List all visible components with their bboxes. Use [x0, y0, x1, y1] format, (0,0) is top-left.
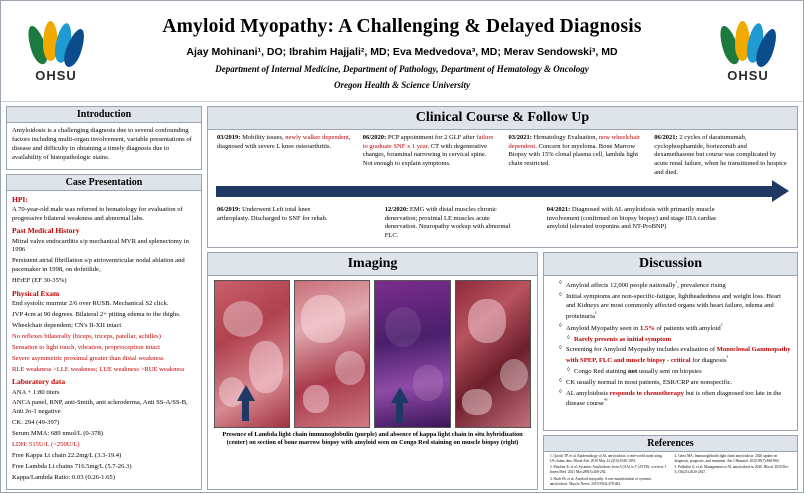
timeline-event-1-date: 06/2020:	[362, 134, 387, 141]
discussion-item-4: ◊ Screening for Amyloid Myopathy includes evaluation of Monoclonal Gammopathy with SPEP, FLC and muscle biopsy - critical for diagnosis$^{^3}$	[559, 345, 791, 365]
ohsu-logo-icon-2	[722, 21, 774, 65]
timeline-event-6-date: 04/2021:	[546, 206, 571, 214]
timeline-arrow-bar	[216, 186, 773, 197]
reference-item-0: 1. Quock TP, et al. Epidemiology of AL amyloidosis: a real-world study using US claims data. Blood Adv. 2018 May 22;2(10):1046-1053.	[549, 453, 663, 463]
discussion-list	[550, 280, 791, 409]
lab-line-3: Serum MMA: 689 nmol/L (0-378)	[12, 430, 103, 438]
discussion-panel	[543, 252, 798, 431]
imaging-tiles	[214, 280, 531, 428]
lab-line-4: LDH: 515U/L (<250U/L)	[12, 440, 80, 448]
logo-right-text: OHSU	[727, 68, 769, 83]
lab-line-1: ANCA panel, RNP, anti-Smith, anti scleroderma, Anti SS-A/SS-B, Anti Jo-1 negative	[12, 399, 188, 416]
right-column	[207, 106, 798, 490]
imaging-panel	[207, 252, 538, 490]
physical-exam-heading: Physical Exam	[12, 289, 60, 299]
timeline-event-5-text: EMG with distal muscles chronic denervation; proximal LE muscles acute denervation. Neuropathy workup with abnormal FLC.	[384, 206, 511, 240]
timeline-event-0	[214, 134, 354, 177]
logo-left	[19, 15, 93, 89]
reference-item-1: 2. Muchtar E, et al. Systemic Amyloidosis from A (AA) to T (ATTR): a review. J Intern Med. 2021 Mar;289(3):268-292.	[549, 465, 667, 475]
timeline-event-0-tail: , diagnosed with severe L knee osteoarthritis.	[217, 134, 351, 150]
reference-item-4: 5. Palladini G, et al. Management of AL amyloidosis in 2020. Blood. 2020 Dec 3;136(23):2620-2627.	[674, 465, 789, 475]
timeline-top-row	[214, 134, 791, 177]
discussion-item-3: ◊ Rarely presents as initial symptom	[559, 335, 791, 344]
timeline-event-2-text: Hematology Evaluation,	[531, 134, 599, 141]
lab-line-5: Free Kappa Lt chain 22.2mg/L (3.3-19.4)	[12, 451, 122, 459]
discussion-title: Discussion	[544, 253, 797, 276]
introduction-title: Introduction	[7, 107, 201, 123]
introduction-panel	[6, 106, 202, 170]
page-title: Amyloid Myopathy: A Challenging & Delayed Diagnosis	[162, 16, 642, 37]
pe-line-1: JVP 4cm at 90 degrees. Bilateral 2+ pitting edema to the thighs.	[12, 311, 181, 319]
timeline-event-6-text: Diagnosed with AL amyloidosis with primarily muscle involvement (confirmed on biopsy biopsy) and stage IIIA cardiac amyloid (elevated troponins and NT-ProBNP)	[546, 206, 717, 231]
timeline-event-0-text: Mobility issues,	[240, 134, 286, 141]
imaging-body	[208, 276, 537, 451]
pe-red-0: No reflexes bilaterally (biceps, triceps, patellar, achilles)	[12, 332, 161, 340]
lower-right-row	[207, 252, 798, 490]
imaging-tile-kappa-ish[interactable]	[294, 280, 370, 428]
case-presentation-body	[7, 191, 201, 489]
timeline-bottom-row	[214, 206, 791, 241]
ohsu-logo-icon	[30, 21, 82, 65]
timeline-event-1-text: PCP appointment for 2 GLF after	[386, 134, 477, 141]
reference-item-3: 4. Gertz MA. Immunoglobulin light chain amyloidosis: 2020 update on diagnosis, prognosis, and treatment. Am J Hematol. 2020;95(7):848-860.	[674, 453, 780, 463]
logo-left-text: OHSU	[35, 68, 77, 83]
timeline-arrow	[216, 180, 789, 202]
case-presentation-panel	[6, 174, 202, 490]
discussion-item-2: ◊ Amyloid Myopathy seen in 1.5% of patients with amyloid$^{^3}$	[559, 323, 791, 334]
pe-red-3: RLE weakness >LLE weakness; LUE weakness >RUE weakness	[12, 365, 185, 373]
lab-line-0: ANA + 1:80 titers	[12, 388, 60, 396]
timeline-arrow-head-icon	[772, 180, 789, 202]
department-line: Department of Internal Medicine, Department of Pathology, Department of Hematology & Oncology	[215, 64, 589, 74]
timeline-event-3-text: 2 cycles of daratumumab, cyclophosphamide, bortezomib and dexamethasone but course was complicated by acute renal failure, when he transitioned to hospice and died.	[654, 134, 787, 176]
poster-header	[1, 1, 803, 102]
imaging-tile-lambda-ish[interactable]	[374, 280, 450, 428]
timeline-event-1-tail: . CT with degenerative changes, foraminal narrowing in cervical spine. Not enough to explain symptoms.	[362, 142, 488, 167]
imaging-caption: Presence of Lambda light chain immunoglobulin (purple) and absence of kappa light chain in situ hybridization (center) on section of bone marrow biopsy with amyloid seen on Congo Red staining on muscle biopsy (right)	[222, 430, 523, 446]
timeline-event-4-date: 06/2019:	[217, 206, 241, 214]
pmh-line-0: Mitral valve endocarditis s/p mechanical MVR and splenectomy in 1996	[12, 237, 189, 254]
timeline-event-0-highlight: newly walker dependent	[285, 134, 349, 141]
discussion-item-6: ◊ CK usually normal in most patients, ESR/CRP are nonspecific.	[559, 378, 791, 387]
institution-line: Oregon Health & Science University	[334, 80, 470, 90]
imaging-title: Imaging	[208, 253, 537, 276]
timeline-event-0-date: 03/2019:	[217, 134, 241, 141]
pmh-line-2: HFrEF (EF 30-35%)	[12, 277, 67, 285]
author-list: Ajay Mohinani¹, DO; Ibrahim Hajjali², MD; Eva Medvedova³, MD; Merav Sendowski³, MD	[186, 46, 618, 58]
case-presentation-title: Case Presentation	[7, 175, 201, 191]
timeline-event-5-date: 12/2020:	[384, 206, 409, 214]
poster-body	[1, 102, 803, 494]
logo-right	[711, 15, 785, 89]
pmh-line-1: Persistent atrial fibrillation s/p atrioventricular nodal ablation and pacemaker in 1998, on dofetilide,	[12, 257, 185, 274]
reference-item-2: 3. Shah SS, et al. Amyloid myopathy: A rare manifestation of systemic amyloidosis. Muscle Nerve. 2019;59(4):478-482.	[549, 476, 652, 486]
introduction-body	[7, 123, 201, 169]
hpi-text: A 70-year-old male was referred to hematology for evaluation of progressive bilateral weakness and abnormal labs.	[12, 205, 183, 222]
timeline-event-1	[360, 134, 500, 177]
references-title: References	[544, 436, 797, 452]
references-list	[550, 454, 791, 487]
timeline-event-2-highlight: now wheelchair dependent	[508, 134, 641, 150]
laboratory-heading: Laboratory data	[12, 377, 66, 387]
pe-line-2: Wheelchair dependent; CN's II-XII intact	[12, 321, 122, 329]
lab-line-6: Free Lambda Lt chains 716.5mg/L (5.7-26.3)	[12, 462, 132, 470]
pe-line-0: End systolic murmur 2/6 over RUSB. Mechanical S2 click.	[12, 300, 169, 308]
left-column	[6, 106, 202, 490]
discussion-item-1: ◊ Initial symptoms are non-specific-fatigue, lightheadedness and weight loss. Heart and Kidneys are most commonly affected organs with heart failure, edema and proteinuria$^{^2}$	[559, 292, 791, 321]
introduction-text: Amyloidosis is a challenging diagnosis due to several confounding factors including multi-organ involvement, variable presentations of disease and difficulty in obtaining a timely diagnosis due to availability of histopathologic stains.	[12, 127, 192, 161]
references-panel	[543, 435, 798, 490]
timeline-event-6	[544, 206, 723, 241]
pe-red-1: Sensation to light touch, vibration, proprioception intact	[12, 343, 160, 351]
lab-line-2: CK: 294 (49-397)	[12, 419, 60, 427]
timeline-event-2-date: 03/2021:	[508, 134, 532, 141]
timeline-event-3-date: 06/2021:	[654, 134, 678, 141]
imaging-tile-congo-red-left[interactable]	[214, 280, 290, 428]
timeline-event-3	[651, 134, 791, 177]
discussion-body	[544, 276, 797, 414]
pe-red-2: Severe asymmetric proximal greater than distal weakness	[12, 354, 164, 362]
timeline-event-5	[382, 206, 521, 241]
clinical-course-panel	[207, 106, 798, 248]
timeline-event-4	[214, 206, 341, 241]
lab-line-7: Kappa/Lambda Ratio: 0.03 (0.26-1.65)	[12, 473, 115, 481]
imaging-tile-muscle-biopsy[interactable]	[455, 280, 531, 428]
timeline-event-2-tail: . Concern for myeloma. Bone Marrow Biopsy with 15% clonal plasma cell, lambda light chain restricted.	[508, 142, 639, 167]
pmh-heading: Past Medical History	[12, 226, 80, 236]
discussion-item-0: ◊ Amyloid affects 12,000 people nationally$^{^1}$, prevalence rising	[559, 280, 791, 291]
clinical-course-title: Clinical Course & Follow Up	[208, 107, 797, 130]
hpi-heading: HPI:	[12, 194, 28, 204]
clinical-course-timeline	[208, 130, 797, 247]
discussion-column	[543, 252, 798, 490]
references-body	[544, 452, 797, 489]
timeline-event-2	[506, 134, 646, 177]
timeline-event-1-highlight: failure to graduate SNF x 1 year	[362, 134, 494, 150]
discussion-item-7: ◊ AL amyloidosis responds to chemotherapy but is often diagnosed too late in the disease course$^{^{45}}$	[559, 389, 791, 409]
discussion-item-5: ◊ Congo Red staining not usually sent on biopsies	[559, 367, 791, 376]
timeline-event-4-text: Underwent Left total knee arthroplasty. Discharged to SNF for rehab.	[217, 206, 328, 222]
